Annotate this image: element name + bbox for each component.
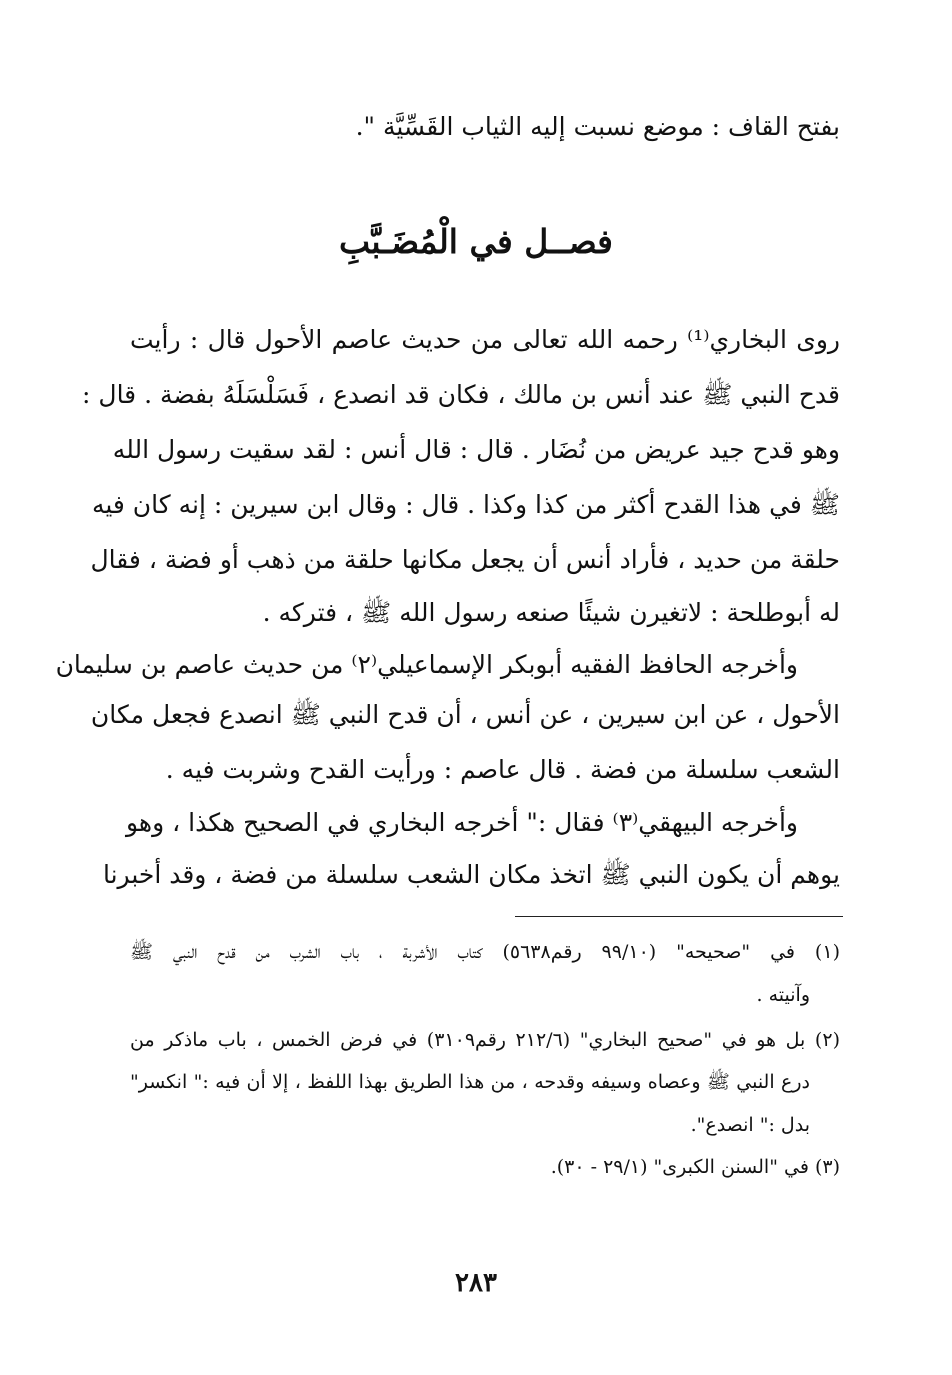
paragraph-line: وأخرجه البيهقي⁽٣⁾ فقال :" أخرجه البخاري في الصحيح هكذا ، وهو	[126, 808, 798, 837]
paragraph-line: له أبوطلحة : لاتغيرن شيئًا صنعه رسول الله ﷺ ، فتركه .	[262, 598, 840, 627]
paragraph-line: الأحول ، عن ابن سيرين ، عن أنس ، أن قدح النبي ﷺ انصدع فجعل مكان	[90, 700, 840, 729]
section-heading: فصــل في الْمُضَـبَّبِ	[339, 222, 613, 261]
footnote-line: وآنيته .	[756, 984, 810, 1006]
footnote-line: (١) في "صحيحه" (٩٩/١٠ رقم٥٦٣٨) كتاب الأشربة ، باب الشرب من قدح النبي ﷺ	[130, 941, 840, 963]
paragraph-line: ﷺ في هذا القدح أكثر من كذا وكذا . قال : وقال ابن سيرين : إنه كان فيه	[91, 490, 840, 519]
footnote-line: بدل :" انصدع".	[690, 1114, 810, 1136]
intro-line: بفتح القاف : موضع نسبت إليه الثياب القَسِّيَّة ".	[355, 112, 840, 141]
footnote-line: (٢) بل هو في "صحيح البخاري" (٢١٢/٦ رقم٣١٠٩) في فرض الخمس ، باب ماذكر من	[130, 1029, 840, 1051]
footnote-divider	[515, 916, 843, 917]
footnote-line: (٣) في "السنن الكبرى" (٢٩/١ - ٣٠).	[550, 1156, 840, 1178]
paragraph-line: حلقة من حديد ، فأراد أنس أن يجعل مكانها حلقة من ذهب أو فضة ، فقال	[90, 545, 840, 574]
paragraph-line: يوهم أن يكون النبي ﷺ اتخذ مكان الشعب سلسلة من فضة ، وقد أخبرنا	[102, 860, 840, 889]
paragraph-line: قدح النبي ﷺ عند أنس بن مالك ، فكان قد انصدع ، فَسَلْسَلَهُ بفضة . قال :	[82, 380, 840, 409]
paragraph-line: الشعب سلسلة من فضة . قال عاصم : ورأيت القدح وشربت فيه .	[165, 755, 840, 784]
paragraph-line: وأخرجه الحافظ الفقيه أبوبكر الإسماعيلي⁽٢⁾ من حديث عاصم بن سليمان	[55, 650, 798, 679]
page-number: ٢٨٣	[455, 1268, 497, 1298]
footnote-line: درع النبي ﷺ وعصاه وسيفه وقدحه ، من هذا الطريق بهذا اللفظ ، إلا أن فيه :" انكسر"	[130, 1071, 810, 1093]
paragraph-line: روى البخاري⁽¹⁾ رحمه الله تعالى من حديث عاصم الأحول قال : رأيت	[130, 325, 840, 354]
paragraph-line: وهو قدح جيد عريض من نُضَار . قال : قال أنس : لقد سقيت رسول الله	[112, 435, 840, 464]
